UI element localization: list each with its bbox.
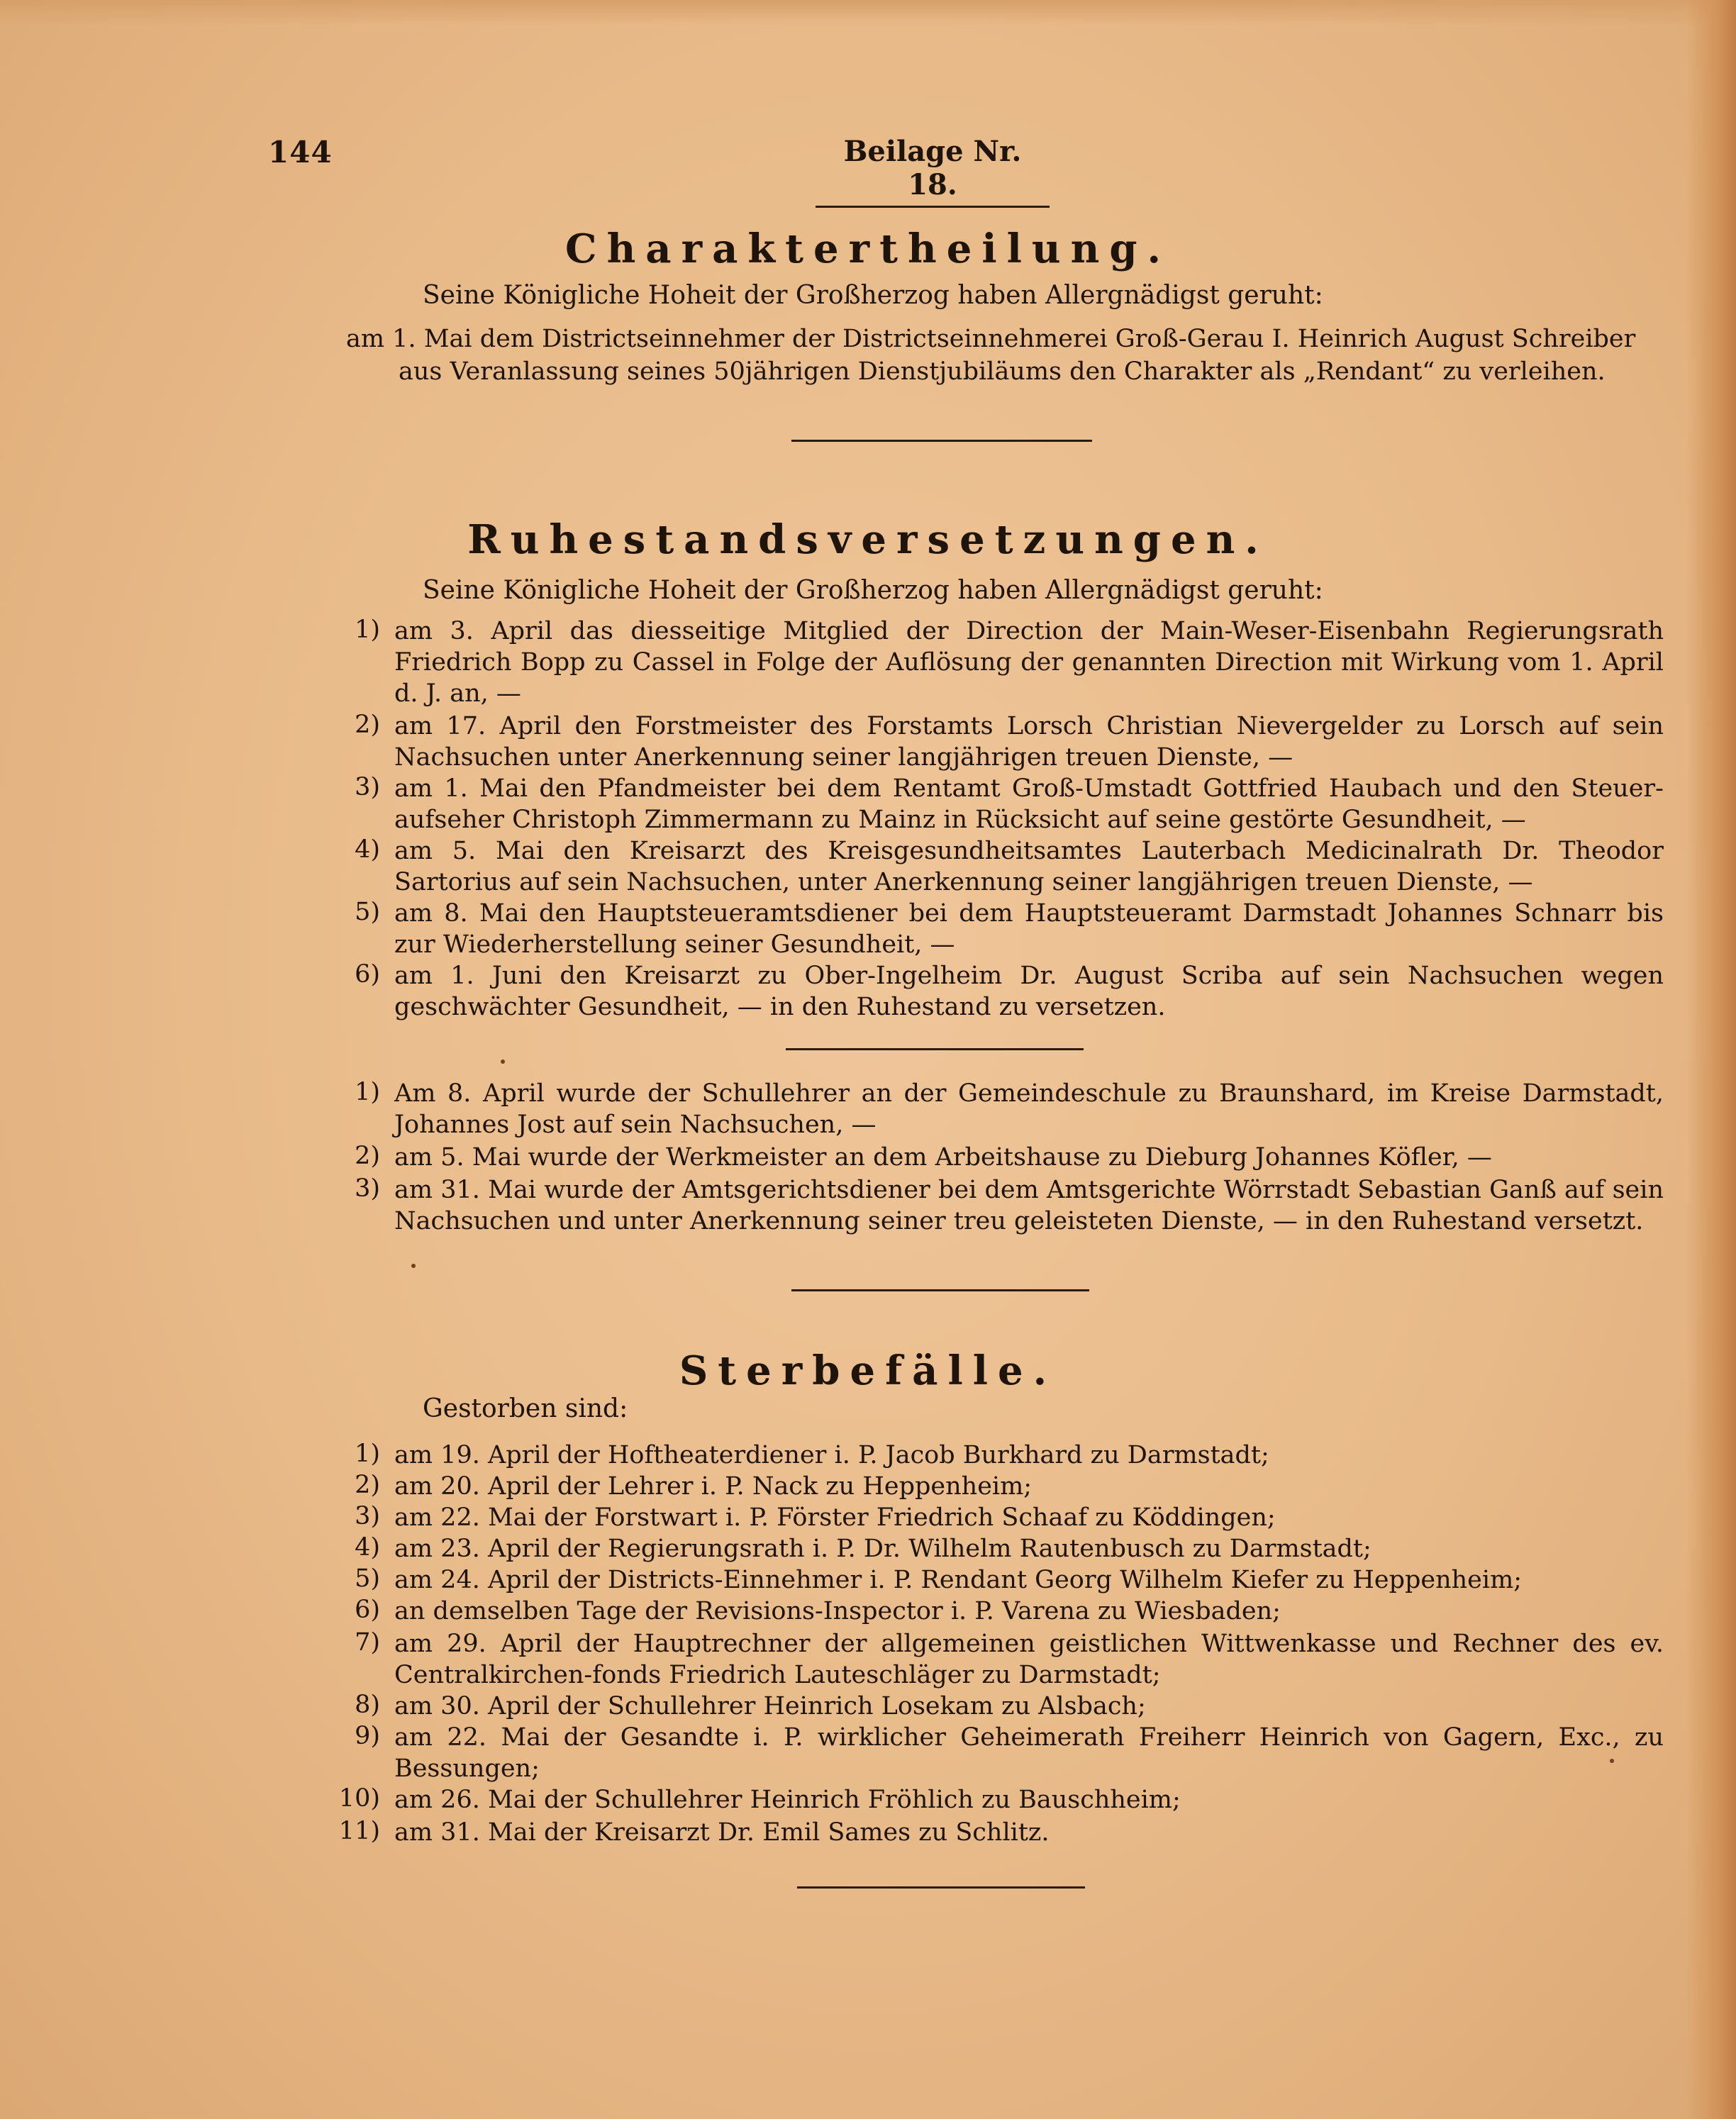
item-number: 6): [355, 960, 380, 989]
section-divider: [797, 1886, 1085, 1889]
item-number: 1): [355, 1440, 380, 1468]
item-number: 9): [355, 1722, 380, 1750]
list-item: [338, 960, 1664, 1023]
item-text: am 17. April den Forstmeister des Forstamts Lorsch Christian Nievergelder zu Lorsch auf sein Nachsuchen unter Anerkennung seiner langjährigen treuen Dienste, —: [394, 712, 1664, 772]
list-item: [338, 1628, 1664, 1691]
list-item: [338, 1564, 1614, 1596]
list-item: [338, 1174, 1664, 1237]
item-text: am 31. Mai der Kreisarzt Dr. Emil Sames zu Schlitz.: [394, 1818, 1050, 1847]
item-text: am 19. April der Hoftheaterdiener i. P. Jacob Burkhard zu Darmstadt;: [394, 1441, 1269, 1469]
item-text: am 22. Mai der Gesandte i. P. wirklicher Geheimerath Freiherr Heinrich von Gagern, Exc., zu Bessungen;: [394, 1723, 1664, 1783]
item-text: am 1. Mai den Pfandmeister bei dem Rentamt Groß-Umstadt Gottfried Haubach und den Steuer-aufseher Christoph Zimmermann zu Mainz in Rücksicht auf seine gestörte Gesundheit, —: [394, 774, 1664, 834]
list-item: [338, 898, 1664, 960]
section-intro: Seine Königliche Hoheit der Großherzog haben Allergnädigst geruht:: [423, 281, 1323, 310]
paper-speck: [1610, 1759, 1614, 1763]
item-text: am 20. April der Lehrer i. P. Nack zu Heppenheim;: [394, 1472, 1033, 1501]
section-title-ruhestandsversetzungen: Ruhestandsversetzungen.: [467, 516, 1269, 563]
list-item: [338, 1533, 1614, 1564]
charakter-line-1: am 1. Mai dem Districtseinnehmer der Districtseinnehmerei Groß-Gerau I. Heinrich August Schreiber: [346, 325, 1636, 353]
section-intro: Gestorben sind:: [423, 1394, 628, 1423]
item-number: 4): [355, 835, 380, 864]
item-text: Am 8. April wurde der Schullehrer an der Gemeindeschule zu Braunshard, im Kreise Darmstadt, Johannes Jost auf sein Nachsuchen, —: [394, 1079, 1664, 1139]
item-number: 5): [355, 1564, 380, 1593]
item-number: 6): [355, 1596, 380, 1624]
section-title-sterbefaelle: Sterbefälle.: [679, 1347, 1057, 1394]
item-number: 2): [355, 1142, 380, 1170]
item-number: 2): [355, 1471, 380, 1499]
list-item: [338, 1784, 1614, 1815]
page-edge-top: [0, 0, 1736, 26]
item-text: am 3. April das diesseitige Mitglied der Direction der Main-Weser-Eisenbahn Regierungsrath Friedrich Bopp zu Cassel in Folge der Auflösung der genannten Direction mit Wirkung vom 1. April d. J. an, —: [394, 617, 1664, 708]
item-number: 2): [355, 711, 380, 739]
item-text: am 30. April der Schullehrer Heinrich Losekam zu Alsbach;: [394, 1692, 1146, 1720]
paper-speck: [411, 1264, 416, 1268]
list-item: [338, 835, 1664, 898]
paper-speck: [501, 1060, 505, 1064]
section-divider: [791, 440, 1092, 442]
section-divider: [791, 1289, 1089, 1291]
item-text: am 23. April der Regierungsrath i. P. Dr. Wilhelm Rautenbusch zu Darmstadt;: [394, 1535, 1371, 1563]
list-item: [338, 1722, 1664, 1784]
list-item: [338, 1596, 1614, 1627]
section-title-charaktertheilung: Charaktertheilung.: [565, 226, 1171, 272]
charakter-line-2: aus Veranlassung seines 50jährigen Dienstjubiläums den Charakter als „Rendant“ zu verleihen.: [399, 357, 1606, 386]
item-text: am 26. Mai der Schullehrer Heinrich Fröhlich zu Bauschheim;: [394, 1786, 1181, 1814]
page-edge-right: [1686, 0, 1736, 2119]
section-intro: Seine Königliche Hoheit der Großherzog haben Allergnädigst geruht:: [423, 576, 1323, 605]
item-text: am 5. Mai den Kreisarzt des Kreisgesundheitsamtes Lauterbach Medicinalrath Dr. Theodor Sartorius auf sein Nachsuchen, unter Anerkennung seiner langjährigen treuen Dienste, —: [394, 837, 1664, 896]
list-item: [338, 1817, 1614, 1848]
list-item: [338, 1691, 1614, 1722]
item-text: am 22. Mai der Forstwart i. P. Förster Friedrich Schaaf zu Köddingen;: [394, 1503, 1276, 1532]
item-number: 11): [338, 1817, 380, 1845]
item-number: 3): [355, 1174, 380, 1203]
item-text: am 31. Mai wurde der Amtsgerichtsdiener bei dem Amtsgerichte Wörrstadt Sebastian Ganß auf sein Nachsuchen und unter Anerkennung seiner treu geleisteten Dienste, — in den Ruhestand versetzt.: [394, 1176, 1664, 1235]
item-number: 8): [355, 1691, 380, 1719]
list-item: [338, 1471, 1614, 1502]
list-item: [338, 773, 1664, 835]
list-item: [338, 1078, 1664, 1140]
item-text: am 5. Mai wurde der Werkmeister an dem Arbeitshause zu Dieburg Johannes Köfler, —: [394, 1143, 1492, 1172]
item-number: 10): [338, 1784, 380, 1813]
list-item: [338, 1440, 1614, 1471]
list-item: [338, 616, 1664, 709]
section-divider: [786, 1048, 1084, 1050]
list-item: [338, 1502, 1614, 1533]
running-head: Beilage Nr. 18.: [816, 135, 1050, 208]
item-text: am 24. April der Districts-Einnehmer i. P. Rendant Georg Wilhelm Kiefer zu Heppenheim;: [394, 1566, 1523, 1594]
item-number: 3): [355, 1502, 380, 1530]
item-number: 4): [355, 1533, 380, 1562]
item-text: am 8. Mai den Hauptsteueramtsdiener bei dem Hauptsteueramt Darmstadt Johannes Schnarr bis zur Wiederherstellung seiner Gesundheit, —: [394, 899, 1664, 959]
list-item: [338, 711, 1664, 773]
item-number: 1): [355, 1078, 380, 1106]
item-number: 3): [355, 773, 380, 801]
page-number: 144: [268, 135, 333, 169]
item-text: am 1. Juni den Kreisarzt zu Ober-Ingelheim Dr. August Scriba auf sein Nachsuchen wegen geschwächter Gesundheit, — in den Ruhestand zu versetzen.: [394, 962, 1664, 1021]
item-text: am 29. April der Hauptrechner der allgemeinen geistlichen Wittwenkasse und Rechner des ev. Centralkirchen-fonds Friedrich Lauteschläger zu Darmstadt;: [394, 1630, 1664, 1689]
list-item: [338, 1142, 1614, 1173]
item-text: an demselben Tage der Revisions-Inspector i. P. Varena zu Wiesbaden;: [394, 1597, 1281, 1625]
item-number: 1): [355, 616, 380, 644]
item-number: 5): [355, 898, 380, 926]
item-number: 7): [355, 1628, 380, 1657]
